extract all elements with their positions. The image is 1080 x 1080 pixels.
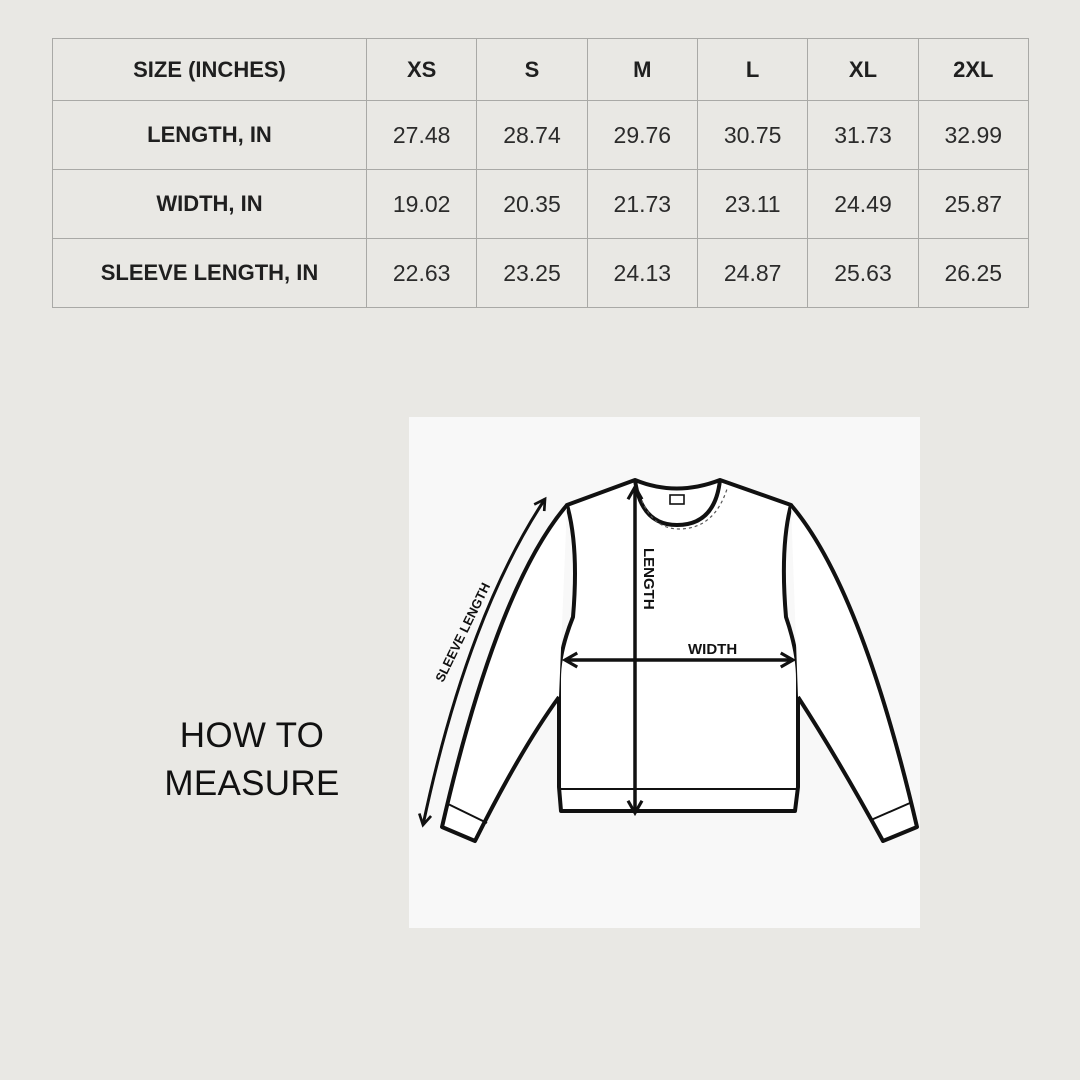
header-size-2xl: 2XL [918, 39, 1028, 101]
table-cell: 32.99 [918, 101, 1028, 170]
table-cell: 22.63 [367, 239, 477, 308]
how-to-measure-heading [150, 712, 354, 808]
table-cell: 31.73 [808, 101, 918, 170]
sleeve-length-label: SLEEVE LENGTH [432, 580, 494, 685]
table-cell: 20.35 [477, 170, 587, 239]
header-size-xs: XS [367, 39, 477, 101]
neck-label-tag [670, 495, 684, 504]
how-to-line-1: HOW TO [179, 716, 325, 755]
table-cell: 19.02 [367, 170, 477, 239]
header-size-xl: XL [808, 39, 918, 101]
table-row-sleeve-length [53, 239, 1029, 308]
table-cell: 25.87 [918, 170, 1028, 239]
table-cell: 24.49 [808, 170, 918, 239]
table-row-width [53, 170, 1029, 239]
table-cell: 24.13 [587, 239, 697, 308]
how-to-line-2: MEASURE [164, 764, 340, 803]
row-label-length: LENGTH, IN [53, 101, 367, 170]
table-header-row [53, 39, 1029, 101]
header-size-s: S [477, 39, 587, 101]
table-cell: 24.87 [697, 239, 807, 308]
right-sleeve [791, 505, 917, 841]
table-cell: 26.25 [918, 239, 1028, 308]
row-label-width: WIDTH, IN [53, 170, 367, 239]
left-sleeve [442, 505, 567, 841]
table-cell: 28.74 [477, 101, 587, 170]
size-chart-table [52, 38, 1029, 308]
table-row-length [53, 101, 1029, 170]
header-size-l: L [697, 39, 807, 101]
width-label: WIDTH [688, 641, 738, 658]
header-size-m: M [587, 39, 697, 101]
table-cell: 29.76 [587, 101, 697, 170]
length-label: LENGTH [640, 548, 657, 610]
table-cell: 27.48 [367, 101, 477, 170]
row-label-sleeve-length: SLEEVE LENGTH, IN [53, 239, 367, 308]
table-cell: 23.25 [477, 239, 587, 308]
table-cell: 21.73 [587, 170, 697, 239]
table-cell: 25.63 [808, 239, 918, 308]
sweatshirt-body [559, 480, 798, 811]
sweatshirt-outline-icon [409, 417, 920, 928]
header-size-label: SIZE (INCHES) [53, 39, 367, 101]
table-cell: 23.11 [697, 170, 807, 239]
table-cell: 30.75 [697, 101, 807, 170]
measurement-diagram [409, 417, 920, 928]
